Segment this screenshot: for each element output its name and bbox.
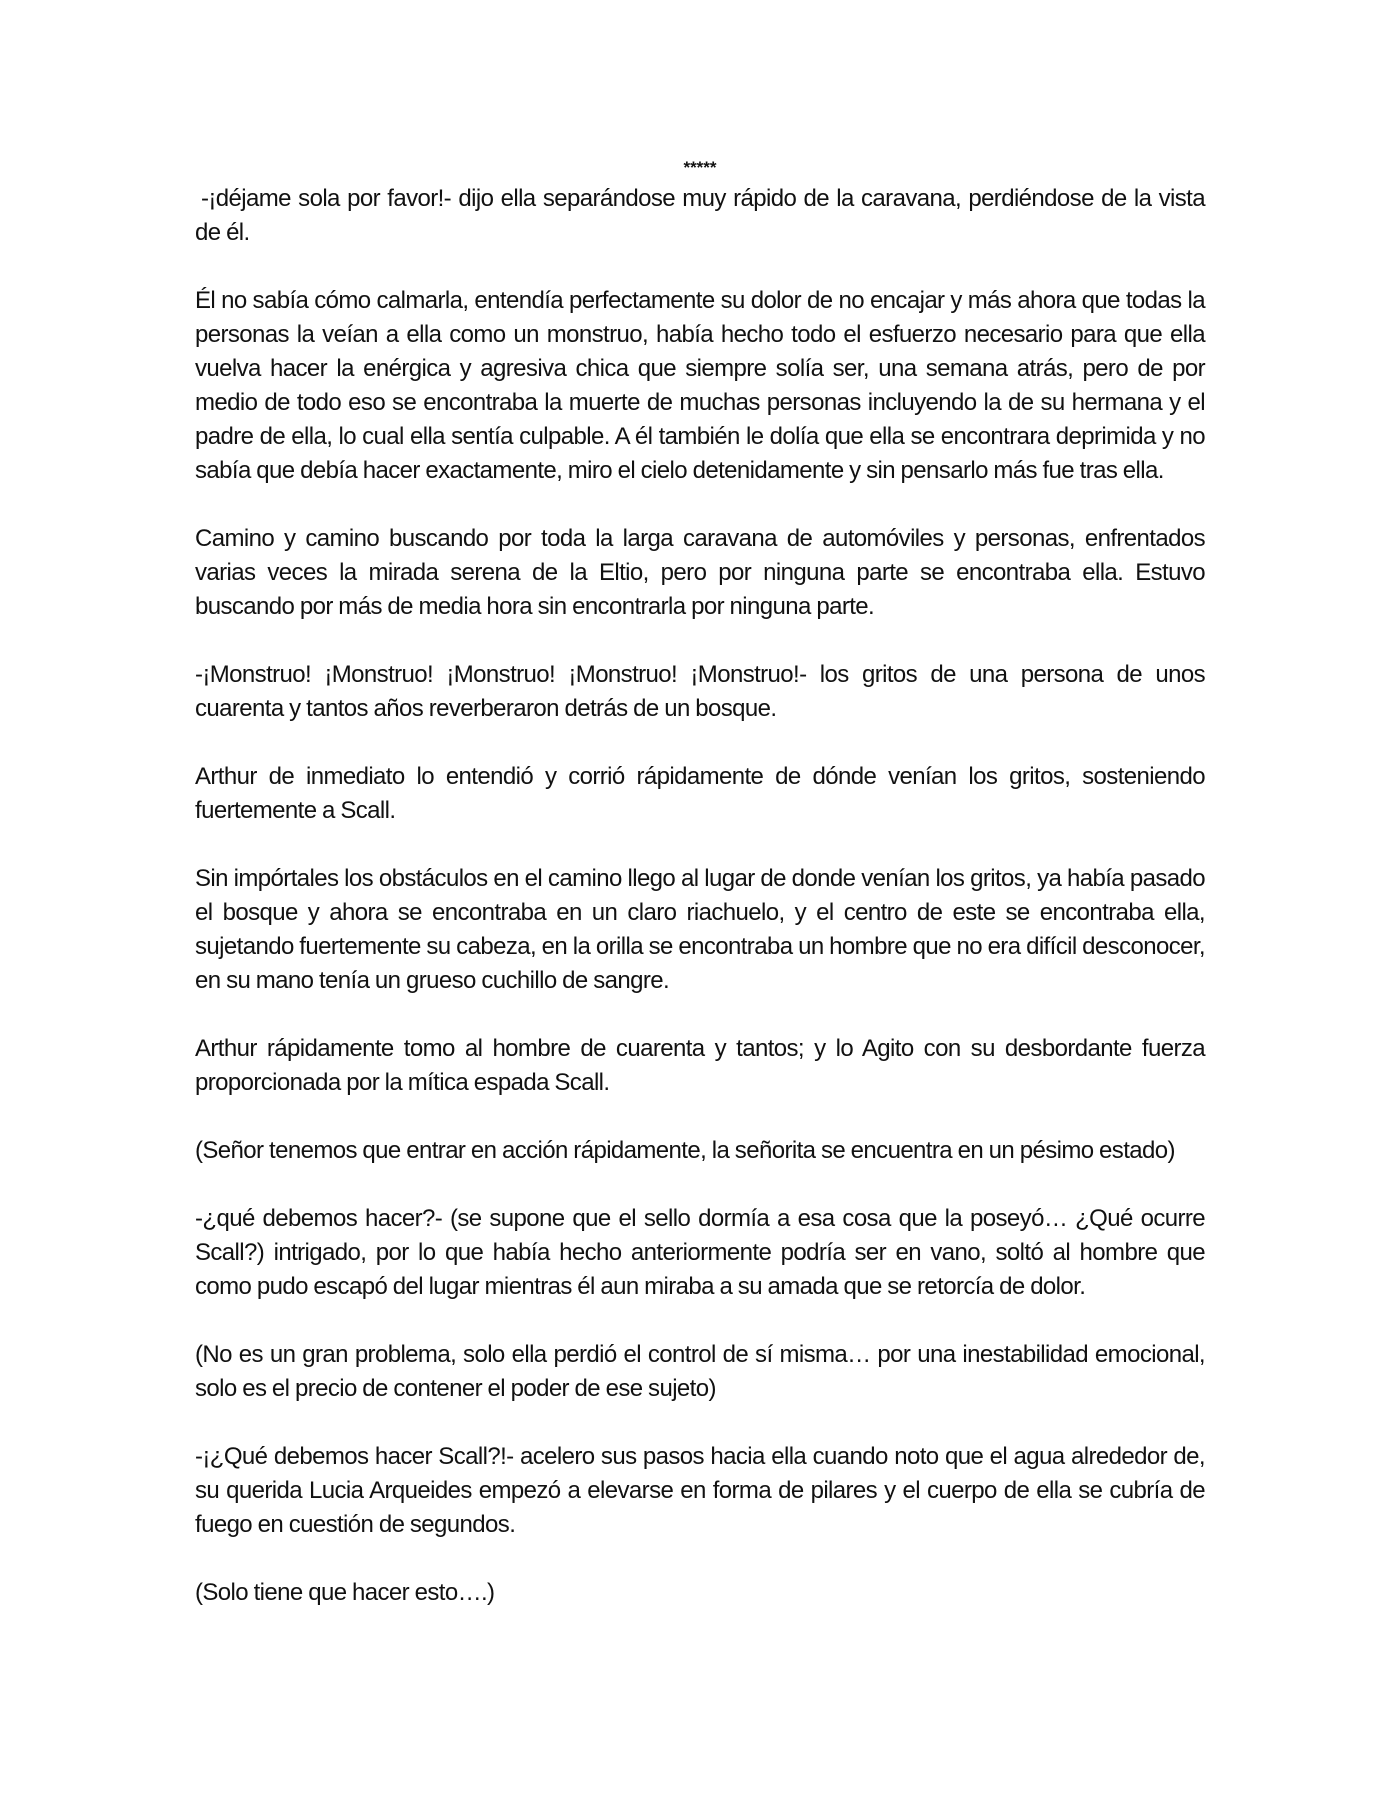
document-page bbox=[195, 158, 1205, 1644]
paragraph: Sin impórtales los obstáculos en el camino llego al lugar de donde venían los gritos, ya había pasado el bosque y ahora se encontraba en un claro riachuelo, y el centro de este se encontraba ella, sujetando fuertemente su cabeza, en la orilla se encontraba un hombre que no era difícil desconocer, en su mano tenía un grueso cuchillo de sangre. bbox=[195, 865, 1205, 994]
paragraph: Él no sabía cómo calmarla, entendía perfectamente su dolor de no encajar y más ahora que todas la personas la veían a ella como un monstruo, había hecho todo el esfuerzo necesario para que ella vuelva hacer la enérgica y agresiva chica que siempre solía ser, una semana atrás, pero de por medio de todo eso se encontraba la muerte de muchas personas incluyendo la de su hermana y el padre de ella, lo cual ella sentía culpable. A él también le dolía que ella se encontrara deprimida y no sabía que debía hacer exactamente, miro el cielo detenidamente y sin pensarlo más fue tras ella. bbox=[195, 287, 1205, 484]
paragraph: -¡déjame sola por favor!- dijo ella separándose muy rápido de la caravana, perdiéndose de la vista de él. bbox=[195, 185, 1205, 246]
paragraph: -¡Monstruo! ¡Monstruo! ¡Monstruo! ¡Monstruo! ¡Monstruo!- los gritos de una persona de unos cuarenta y tantos años reverberaron detrás de un bosque. bbox=[195, 661, 1205, 722]
paragraph: Camino y camino buscando por toda la larga caravana de automóviles y personas, enfrentados varias veces la mirada serena de la Eltio, pero por ninguna parte se encontraba ella. Estuvo buscando por más de media hora sin encontrarla por ninguna parte. bbox=[195, 525, 1205, 620]
paragraph: (No es un gran problema, solo ella perdió el control de sí misma… por una inestabilidad emocional, solo es el precio de contener el poder de ese sujeto) bbox=[195, 1341, 1205, 1402]
paragraph: -¿qué debemos hacer?- (se supone que el sello dormía a esa cosa que la poseyó… ¿Qué ocurre Scall?) intrigado, por lo que había hecho anteriormente podría ser en vano, soltó al hombre que como pudo escapó del lugar mientras él aun miraba a su amada que se retorcía de dolor. bbox=[195, 1205, 1205, 1300]
paragraph: (Señor tenemos que entrar en acción rápidamente, la señorita se encuentra en un pésimo estado) bbox=[195, 1137, 1175, 1164]
section-separator: ***** bbox=[683, 158, 717, 177]
paragraph: -¡¿Qué debemos hacer Scall?!- acelero sus pasos hacia ella cuando noto que el agua alrededor de, su querida Lucia Arqueides empezó a elevarse en forma de pilares y el cuerpo de ella se cubría de fuego en cuestión de segundos. bbox=[195, 1443, 1205, 1538]
paragraph: Arthur rápidamente tomo al hombre de cuarenta y tantos; y lo Agito con su desbordante fuerza proporcionada por la mítica espada Scall. bbox=[195, 1035, 1205, 1096]
paragraph: Arthur de inmediato lo entendió y corrió rápidamente de dónde venían los gritos, sosteniendo fuertemente a Scall. bbox=[195, 763, 1205, 824]
paragraph: (Solo tiene que hacer esto….) bbox=[195, 1579, 495, 1606]
